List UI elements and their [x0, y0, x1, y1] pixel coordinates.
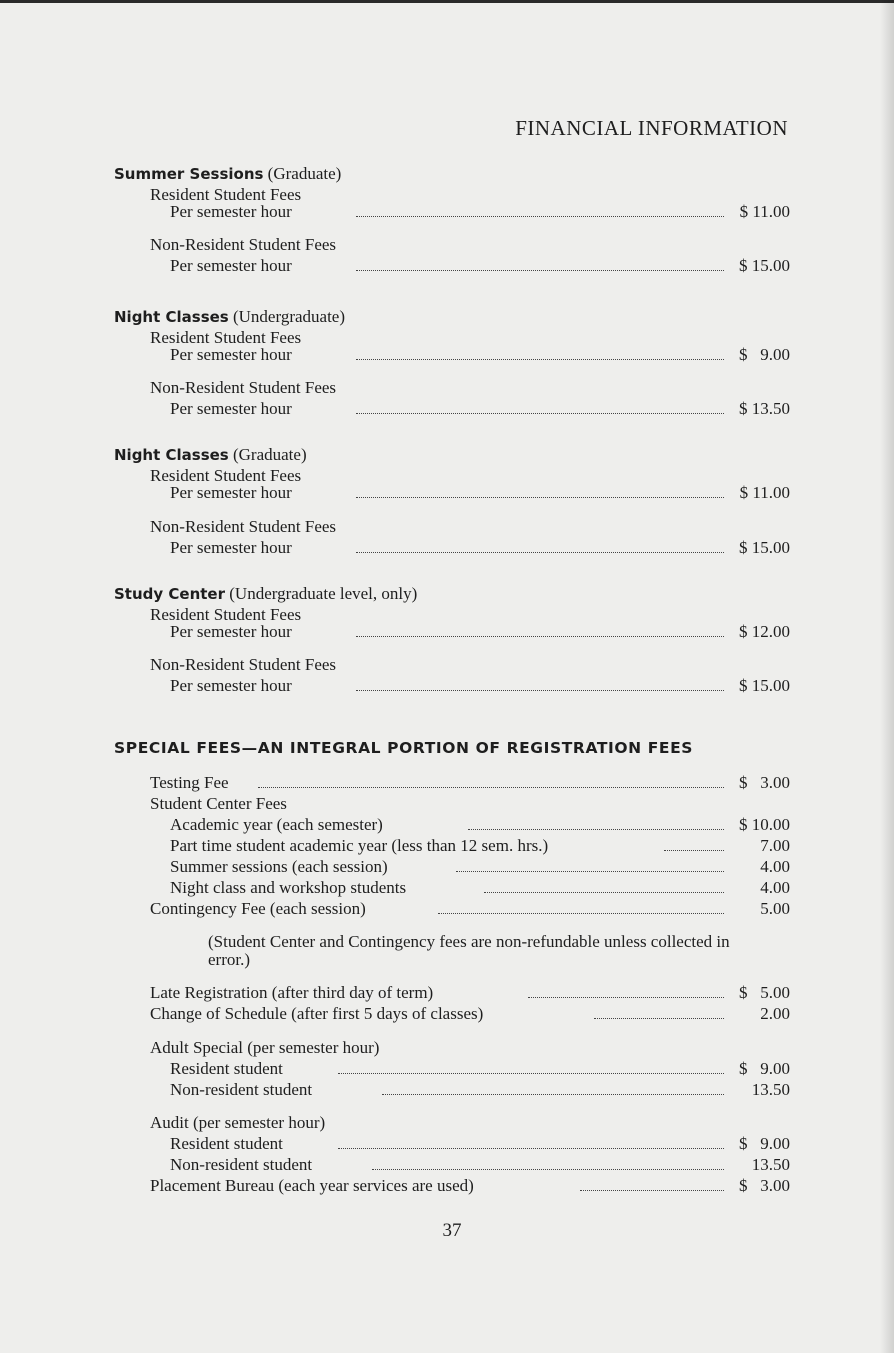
fee-amount: $ 9.00 [739, 1059, 790, 1078]
section-heading-study-center [114, 584, 417, 604]
fee-row [150, 836, 790, 857]
fee-amount: $ 3.00 [739, 1176, 790, 1195]
fee-row-label: Per semester hour [170, 202, 292, 221]
leader-dots [664, 850, 724, 851]
fee-amount: $ 13.50 [739, 399, 790, 418]
fee-amount: 5.00 [760, 899, 790, 918]
leader-dots [456, 871, 724, 872]
fee-amount: $ 15.00 [739, 538, 790, 557]
fee-row-label: Change of Schedule (after first 5 days of classes) [150, 1004, 484, 1023]
fee-row [150, 538, 790, 559]
fee-amount: $ 10.00 [739, 815, 790, 834]
fee-row [150, 1080, 790, 1101]
page-binding-shadow [880, 0, 894, 1353]
fee-row [150, 676, 790, 697]
fee-row-label: Non-resident student [170, 1080, 313, 1099]
fee-row [150, 622, 790, 643]
fee-row [150, 483, 790, 504]
fee-amount: 13.50 [751, 1155, 790, 1174]
fee-group-label: Non-Resident Student Fees [150, 235, 337, 254]
fee-row-placement-bureau [150, 1176, 790, 1197]
leader-dots [372, 1169, 724, 1170]
audit-label: Audit (per semester hour) [150, 1113, 326, 1132]
fee-row [150, 345, 790, 366]
fee-row-label: Summer sessions (each session) [170, 857, 388, 876]
leader-dots [338, 1148, 724, 1149]
fee-row-label: Per semester hour [170, 538, 292, 557]
student-center-label: Student Center Fees [150, 794, 287, 813]
fee-row-label: Night class and workshop students [170, 878, 407, 897]
leader-dots [580, 1190, 724, 1191]
fee-row [150, 1134, 790, 1155]
leader-dots [528, 997, 724, 998]
fee-amount: $ 15.00 [739, 676, 790, 695]
leader-dots [356, 690, 724, 691]
fee-row [150, 815, 790, 836]
fee-row-label: Resident student [170, 1059, 283, 1078]
fee-row-label: Per semester hour [170, 399, 292, 418]
fee-row [150, 1155, 790, 1176]
fee-amount: 13.50 [751, 1080, 790, 1099]
leader-dots [356, 636, 724, 637]
fee-row-label: Part time student academic year (less than 12 sem. hrs.) [170, 836, 549, 855]
fee-row-change-of-schedule [150, 1004, 790, 1025]
leader-dots [356, 216, 724, 217]
page-top-edge [0, 0, 894, 3]
fee-row-label: Per semester hour [170, 676, 292, 695]
section-heading-qualifier: (Undergraduate level, only) [225, 584, 418, 603]
leader-dots [438, 913, 724, 914]
fee-row [150, 256, 790, 277]
section-heading-qualifier: (Undergraduate) [228, 307, 346, 326]
section-heading-bold: Night Classes [114, 308, 229, 326]
fee-row-label: Per semester hour [170, 622, 292, 641]
fee-amount: $ 9.00 [739, 345, 790, 364]
fee-row-label: Late Registration (after third day of term) [150, 983, 434, 1002]
section-heading-qualifier: (Graduate) [228, 445, 307, 464]
fee-group-label: Resident Student Fees [150, 185, 302, 204]
leader-dots [356, 552, 724, 553]
leader-dots [356, 359, 724, 360]
section-heading-qualifier: (Graduate) [263, 164, 342, 183]
fee-amount: 7.00 [760, 836, 790, 855]
fee-row-testing [150, 773, 790, 794]
section-heading-night-graduate [114, 445, 307, 465]
fee-amount: $ 15.00 [739, 256, 790, 275]
leader-dots [594, 1018, 724, 1019]
fee-group-label: Non-Resident Student Fees [150, 517, 337, 536]
fee-row-label: Contingency Fee (each session) [150, 899, 366, 918]
fee-row-label: Resident student [170, 1134, 283, 1153]
refund-note: (Student Center and Contingency fees are non-refundable unless collected in error.) [208, 932, 730, 969]
section-heading-bold: Summer Sessions [114, 165, 264, 183]
section-heading-bold: Study Center [114, 585, 225, 603]
fee-row-contingency [150, 899, 790, 920]
fee-group-label: Resident Student Fees [150, 605, 302, 624]
fee-amount: 4.00 [760, 857, 790, 876]
section-heading-bold: Night Classes [114, 446, 229, 464]
fee-group-label: Resident Student Fees [150, 328, 302, 347]
leader-dots [468, 829, 724, 830]
adult-special-label: Adult Special (per semester hour) [150, 1038, 380, 1057]
section-heading-summer-sessions [114, 164, 341, 184]
fee-group-label: Resident Student Fees [150, 466, 302, 485]
fee-group-label: Non-Resident Student Fees [150, 655, 337, 674]
fee-amount: $ 9.00 [739, 1134, 790, 1153]
special-fees-heading: SPECIAL FEES—AN INTEGRAL PORTION OF REGISTRATION FEES [114, 739, 694, 757]
fee-group-label: Non-Resident Student Fees [150, 378, 337, 397]
fee-row-label: Per semester hour [170, 345, 292, 364]
section-heading-night-undergrad [114, 307, 345, 327]
fee-row-label: Academic year (each semester) [170, 815, 383, 834]
fee-row [150, 399, 790, 420]
fee-amount: $ 11.00 [739, 483, 790, 502]
fee-amount: 4.00 [760, 878, 790, 897]
fee-row [150, 1059, 790, 1080]
fee-row-label: Non-resident student [170, 1155, 313, 1174]
leader-dots [338, 1073, 724, 1074]
fee-amount: $ 5.00 [739, 983, 790, 1002]
leader-dots [356, 270, 724, 271]
fee-row [150, 202, 790, 223]
leader-dots [258, 787, 724, 788]
running-head: FINANCIAL INFORMATION [515, 116, 788, 140]
leader-dots [356, 413, 724, 414]
leader-dots [484, 892, 724, 893]
fee-row-label: Per semester hour [170, 483, 292, 502]
fee-amount: $ 12.00 [739, 622, 790, 641]
fee-row-label: Per semester hour [170, 256, 292, 275]
fee-amount: 2.00 [760, 1004, 790, 1023]
fee-row-late-registration [150, 983, 790, 1004]
fee-amount: $ 3.00 [739, 773, 790, 792]
fee-row [150, 857, 790, 878]
page-number: 37 [442, 1220, 462, 1241]
leader-dots [382, 1094, 724, 1095]
fee-row [150, 878, 790, 899]
fee-row-label: Testing Fee [150, 773, 229, 792]
leader-dots [356, 497, 724, 498]
fee-row-label: Placement Bureau (each year services are used) [150, 1176, 474, 1195]
fee-amount: $ 11.00 [739, 202, 790, 221]
